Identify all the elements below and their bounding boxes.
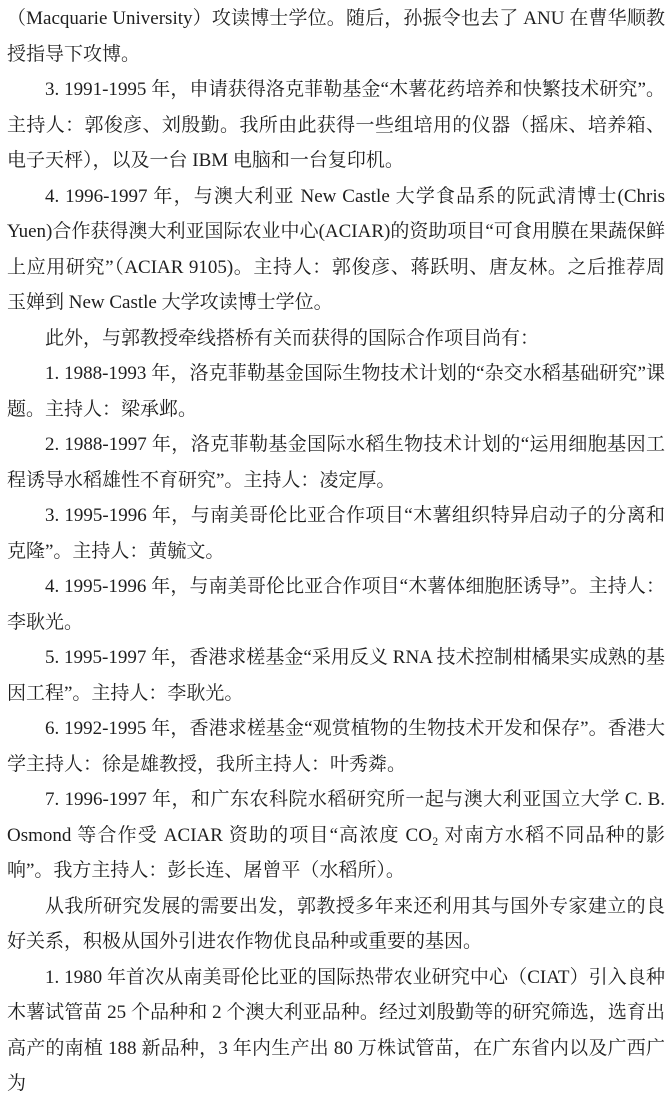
paragraph: 2. 1988-1997 年，洛克菲勒基金国际水稻生物技术计划的“运用细胞基因工程诱导水稻雄性不育研究”。主持人：凌定厚。 xyxy=(7,434,665,491)
paragraph: 从我所研究发展的需要出发，郭教授多年来还利用其与国外专家建立的良好关系，积极从国外引进农作物优良品种或重要的基因。 xyxy=(7,895,665,952)
paragraph: 4. 1996-1997 年，与澳大利亚 New Castle 大学食品系的阮武清博士(Chris Yuen)合作获得澳大利亚国际农业中心(ACIAR)的资助项目“可食用膜在果蔬保鲜上应用研究”（ACIAR 9105)。主持人：郭俊彦、蒋跃明、唐友林。之后推荐周玉婵到 New Castle 大学攻读博士学位。 xyxy=(7,185,665,313)
paragraph: 1. 1988-1993 年，洛克菲勒基金国际生物技术计划的“杂交水稻基础研究”课题。主持人：梁承邺。 xyxy=(7,363,665,420)
paragraph: 4. 1995-1996 年，与南美哥伦比亚合作项目“木薯体细胞胚诱导”。主持人：李耿光。 xyxy=(7,576,665,633)
paragraph: 6. 1992-1995 年，香港求槎基金“观赏植物的生物技术开发和保存”。香港大学主持人：徐是雄教授，我所主持人：叶秀粦。 xyxy=(7,718,665,775)
paragraph: 3. 1995-1996 年，与南美哥伦比亚合作项目“木薯组织特异启动子的分离和克隆”。主持人：黄毓文。 xyxy=(7,505,665,562)
paragraph: 此外，与郭教授牵线搭桥有关而获得的国际合作项目尚有： xyxy=(45,327,540,349)
paragraph: 1. 1980 年首次从南美哥伦比亚的国际热带农业研究中心（CIAT）引入良种木薯试管苗 25 个品种和 2 个澳大利亚品种。经过刘殷勤等的研究筛选，选育出高产的南植 188 新品种，3 年内生产出 80 万株试管苗，在广东省内以及广西广为 xyxy=(7,966,665,1094)
paragraph: （Macquarie University）攻读博士学位。随后，孙振令也去了 ANU 在曹华顺教授指导下攻博。 xyxy=(7,8,665,65)
paragraph: 5. 1995-1997 年，香港求槎基金“采用反义 RNA 技术控制柑橘果实成熟的基因工程”。主持人：李耿光。 xyxy=(7,647,665,704)
paragraph: 7. 1996-1997 年，和广东农科院水稻研究所一起与澳大利亚国立大学 C. B. Osmond 等合作受 ACIAR 资助的项目“高浓度 CO₂ 对南方水稻不同品种的影响”。我方主持人：彭长连、屠曾平（水稻所）。 xyxy=(7,789,665,881)
paragraph: 3. 1991-1995 年，申请获得洛克菲勒基金“木薯花药培养和快繁技术研究”。主持人：郭俊彦、刘殷勤。我所由此获得一些组培用的仪器（摇床、培养箱、电子天枰），以及一台 IBM 电脑和一台复印机。 xyxy=(7,79,665,171)
